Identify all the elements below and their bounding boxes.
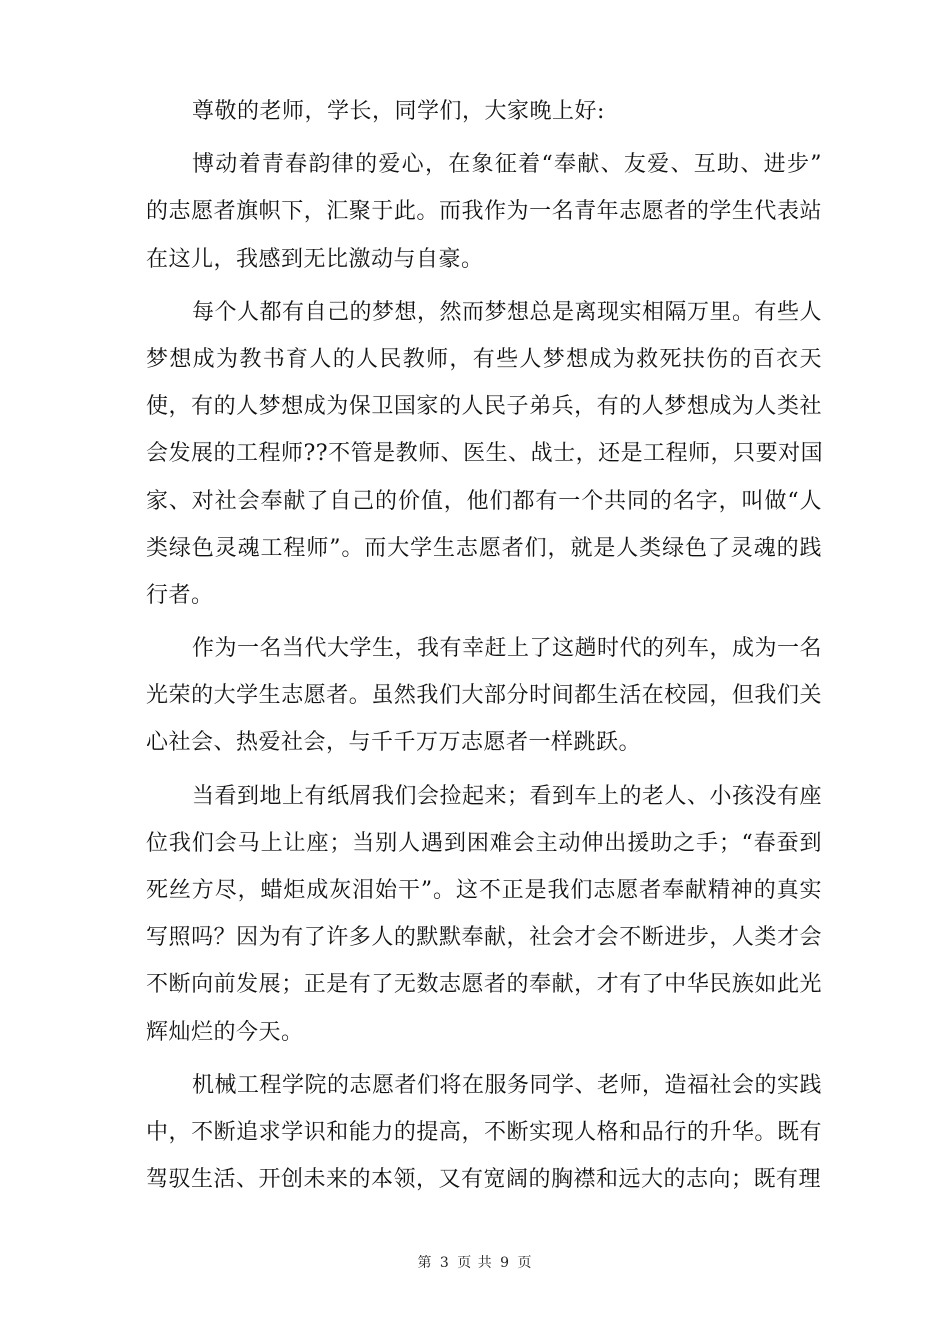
text-line: 类绿色灵魂工程师”。而大学生志愿者们，就是人类绿色了灵魂的践: [146, 535, 822, 561]
text-line: 会发展的工程师??不管是教师、医生、战士，还是工程师，只要对国: [146, 441, 824, 467]
text-line: 作为一名当代大学生，我有幸赶上了这趟时代的列车，成为一名: [192, 636, 823, 662]
footer-total-pages: 9: [500, 1255, 511, 1271]
footer-middle: 页 共: [457, 1255, 493, 1271]
footer-current-page: 3: [439, 1255, 450, 1271]
text-line: 每个人都有自己的梦想，然而梦想总是离现实相隔万里。有些人: [192, 299, 823, 325]
text-line: 梦想成为教书育人的人民教师，有些人梦想成为救死扶伤的百衣天: [146, 346, 822, 372]
paragraph: [146, 289, 822, 619]
text-line: 在这儿，我感到无比激动与自豪。: [146, 246, 484, 272]
paragraph: [146, 773, 822, 1056]
text-line: 当看到地上有纸屑我们会捡起来；看到车上的老人、小孩没有座: [192, 783, 823, 809]
text-line: 写照吗？因为有了许多人的默默奉献，社会才会不断进步，人类才会: [146, 925, 822, 951]
page-footer: [0, 1252, 950, 1272]
text-line: 驾驭生活、开创未来的本领，又有宽阔的胸襟和远大的志向；既有理: [146, 1167, 822, 1193]
paragraph: [146, 625, 822, 767]
paragraph: [146, 1062, 822, 1204]
text-line: 辉灿烂的今天。: [146, 1019, 304, 1045]
text-line: 的志愿者旗帜下，汇聚于此。而我作为一名青年志愿者的学生代表站: [146, 199, 822, 225]
text-line: 行者。: [146, 582, 214, 608]
text-line: 死丝方尽，蜡炬成灰泪始干”。这不正是我们志愿者奉献精神的真实: [146, 878, 822, 903]
text-line: 位我们会马上让座；当别人遇到困难会主动伸出援助之手；“春蚕到: [146, 830, 822, 856]
text-line: 不断向前发展；正是有了无数志愿者的奉献，才有了中华民族如此光: [146, 972, 822, 998]
text-line: 机械工程学院的志愿者们将在服务同学、老师，造福社会的实践: [192, 1072, 823, 1098]
text-line: 尊敬的老师，学长，同学们，大家晚上好:: [192, 99, 605, 124]
text-line: 中，不断追求学识和能力的提高，不断实现人格和品行的升华。既有: [146, 1119, 822, 1145]
text-line: 心社会、热爱社会，与千千万万志愿者一样跳跃。: [146, 730, 642, 756]
paragraph: [146, 141, 822, 283]
footer-suffix: 页: [517, 1255, 533, 1271]
footer-prefix: 第: [417, 1255, 433, 1271]
document-body: [146, 88, 822, 1209]
text-line: 家、对社会奉献了自己的价值，他们都有一个共同的名字，叫做“人: [146, 488, 822, 514]
text-line: 光荣的大学生志愿者。虽然我们大部分时间都生活在校园，但我们关: [146, 683, 822, 709]
text-line: 使，有的人梦想成为保卫国家的人民子弟兵，有的人梦想成为人类社: [146, 394, 822, 420]
text-line: 博动着青春韵律的爱心，在象征着“奉献、友爱、互助、进步”: [192, 152, 822, 178]
paragraph: [146, 88, 822, 135]
